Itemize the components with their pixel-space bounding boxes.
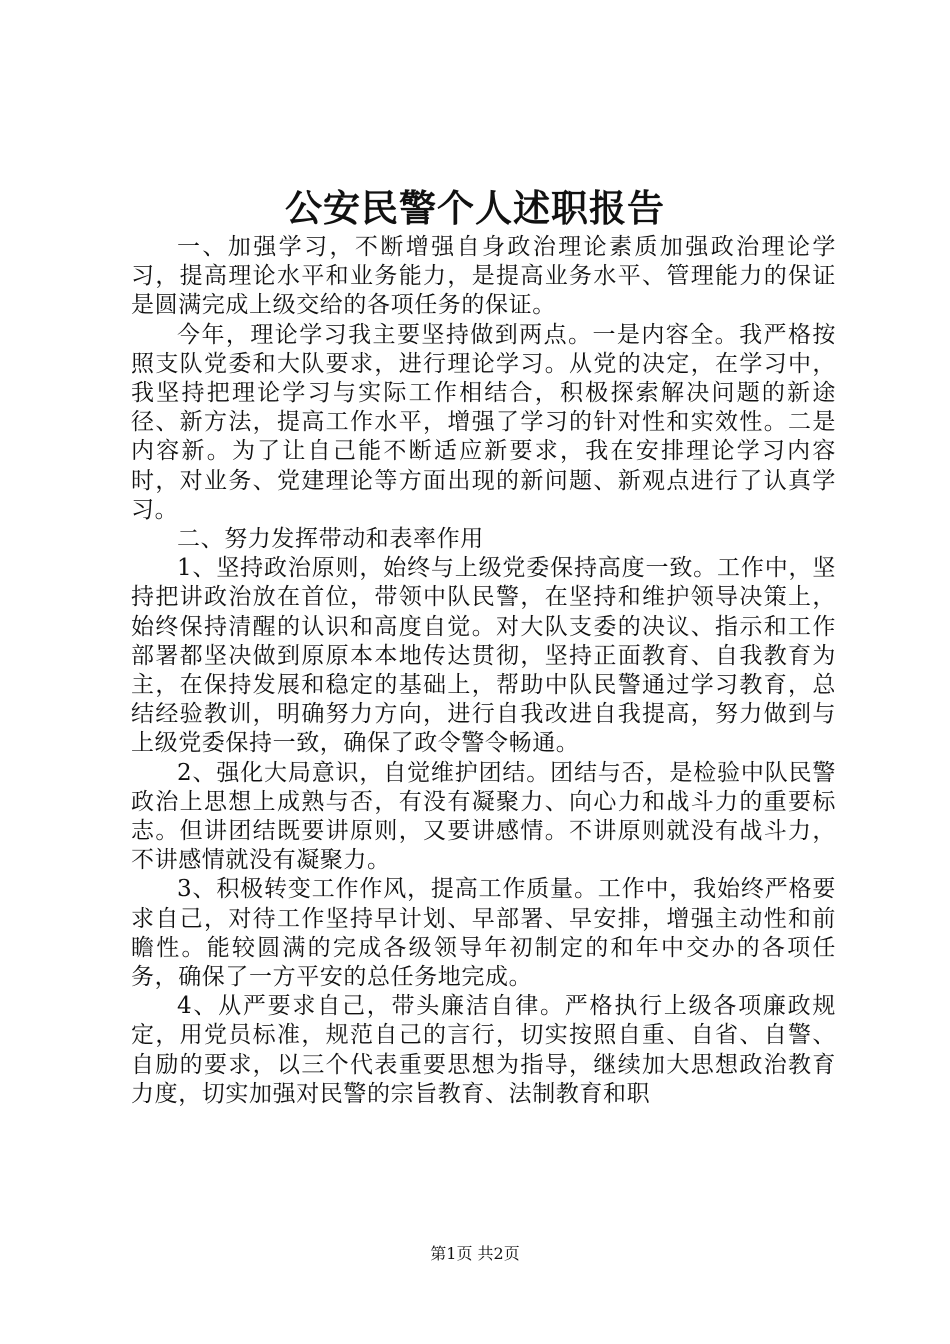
document-body: [131, 233, 836, 1109]
document-title: 公安民警个人述职报告: [285, 186, 665, 230]
paragraph: 2、强化大局意识，自觉维护团结。团结与否，是检验中队民警政治上思想上成熟与否，有没有凝聚力、向心力和战斗力的重要标志。但讲团结既要讲原则，又要讲感情。不讲原则就没有战斗力，不讲感情就没有凝聚力。: [131, 759, 836, 874]
paragraph: 4、从严要求自己，带头廉洁自律。严格执行上级各项廉政规定，用党员标准，规范自己的言行，切实按照自重、自省、自警、自励的要求，以三个代表重要思想为指导，继续加大思想政治教育力度，切实加强对民警的宗旨教育、法制教育和职: [131, 993, 836, 1107]
paragraph: 3、积极转变工作作风，提高工作质量。工作中，我始终严格要求自己，对待工作坚持早计划、早部署、早安排，增强主动性和前瞻性。能较圆满的完成各级领导年初制定的和年中交办的各项任务，确保了一方平安的总任务地完成。: [131, 876, 836, 991]
page-number-footer: 第1页 共2页: [430, 1244, 520, 1263]
paragraph: 今年，理论学习我主要坚持做到两点。一是内容全。我严格按照支队党委和大队要求，进行理论学习。从党的决定，在学习中，我坚持把理论学习与实际工作相结合，积极探索解决问题的新途径、新方法，提高工作水平，增强了学习的针对性和实效性。二是内容新。为了让自己能不断适应新要求，我在安排理论学习内容时，对业务、党建理论等方面出现的新问题、新观点进行了认真学习。: [131, 321, 836, 523]
paragraph: 1、坚持政治原则，始终与上级党委保持高度一致。工作中，坚持把讲政治放在首位，带领中队民警，在坚持和维护领导决策上，始终保持清醒的认识和高度自觉。对大队支委的决议、指示和工作部署都坚决做到原原本本地传达贯彻，坚持正面教育、自我教育为主，在保持发展和稳定的基础上，帮助中队民警通过学习教育，总结经验教训，明确努力方向，进行自我改进自我提高，努力做到与上级党委保持一致，确保了政令警令畅通。: [131, 555, 836, 757]
section-heading: 二、努力发挥带动和表率作用: [177, 526, 484, 553]
paragraph: 一、加强学习，不断增强自身政治理论素质加强政治理论学习，提高理论水平和业务能力，是提高业务水平、管理能力的保证是圆满完成上级交给的各项任务的保证。: [131, 234, 836, 319]
